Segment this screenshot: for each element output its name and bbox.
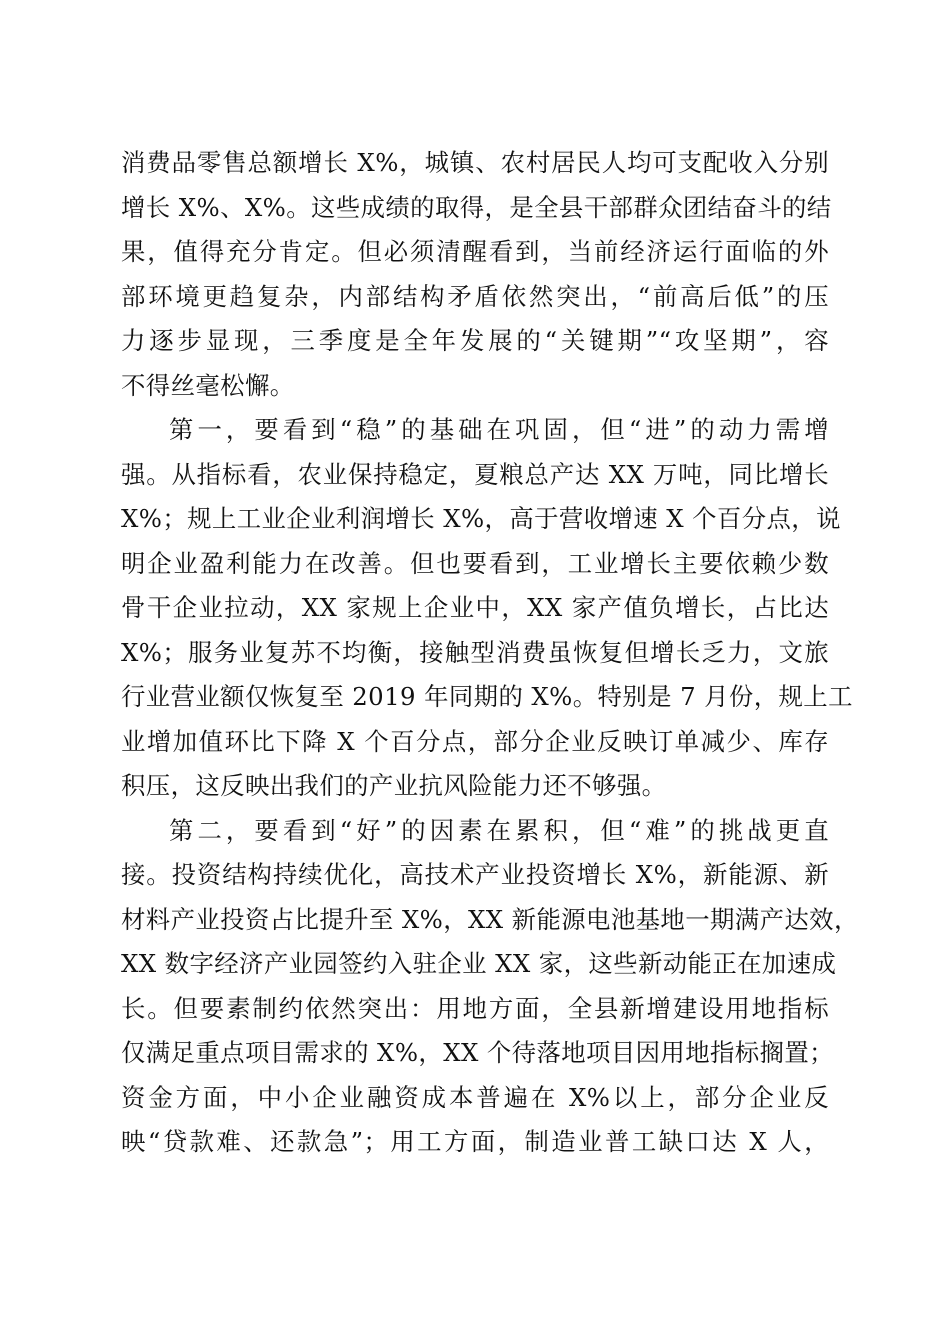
text-line: 力逐步显现，三季度是全年发展的“关键期”“攻坚期”，容: [121, 326, 829, 355]
text-line: 骨干企业拉动，XX 家规上企业中，XX 家产值负增长，占比达: [121, 593, 829, 622]
document-body: [121, 141, 859, 1165]
text-line: 映“贷款难、还款急”；用工方面，制造业普工缺口达 X 人，: [121, 1127, 829, 1156]
paragraph-first-line: 第二，要看到“好”的因素在累积，但“难”的挑战更直: [169, 815, 829, 845]
text-line: 增长 X%、X%。这些成绩的取得，是全县干部群众团结奋斗的结: [121, 192, 832, 222]
text-line: XX 数字经济产业园签约入驻企业 XX 家，这些新动能正在加速成: [121, 949, 837, 978]
text-line: X%；规上工业企业利润增长 X%，高于营收增速 X 个百分点，说: [121, 504, 841, 533]
text-line: 明企业盈利能力在改善。但也要看到，工业增长主要依赖少数: [121, 548, 829, 578]
text-line: 消费品零售总额增长 X%，城镇、农村居民人均可支配收入分别: [121, 148, 829, 177]
text-line: X%；服务业复苏不均衡，接触型消费虽恢复但增长乏力，文旅: [121, 637, 829, 667]
text-line: 不得丝毫松懈。: [121, 370, 295, 400]
text-line: 长。但要素制约依然突出：用地方面，全县新增建设用地指标: [121, 993, 829, 1023]
text-line: 材料产业投资占比提升至 X%，XX 新能源电池基地一期满产达效，: [121, 904, 859, 934]
text-line: 行业营业额仅恢复至 2019 年同期的 X%。特别是 7 月份，规上工: [121, 682, 853, 711]
text-line: 仅满足重点项目需求的 X%，XX 个待落地项目因用地指标搁置；: [121, 1038, 834, 1067]
text-line: 接。投资结构持续优化，高技术产业投资增长 X%，新能源、新: [121, 860, 829, 889]
text-line: 果，值得充分肯定。但必须清醒看到，当前经济运行面临的外: [121, 237, 829, 266]
text-line: 强。从指标看，农业保持稳定，夏粮总产达 XX 万吨，同比增长: [121, 459, 829, 489]
text-line: 积压，这反映出我们的产业抗风险能力还不够强。: [121, 771, 667, 800]
text-line: 部环境更趋复杂，内部结构矛盾依然突出，“前高后低”的压: [121, 281, 829, 311]
paragraph-first-line: 第一，要看到“稳”的基础在巩固，但“进”的动力需增: [169, 415, 829, 444]
text-line: 资金方面，中小企业融资成本普遍在 X%以上，部分企业反: [121, 1082, 829, 1112]
text-line: 业增加值环比下降 X 个百分点，部分企业反映订单减少、库存: [121, 726, 829, 756]
